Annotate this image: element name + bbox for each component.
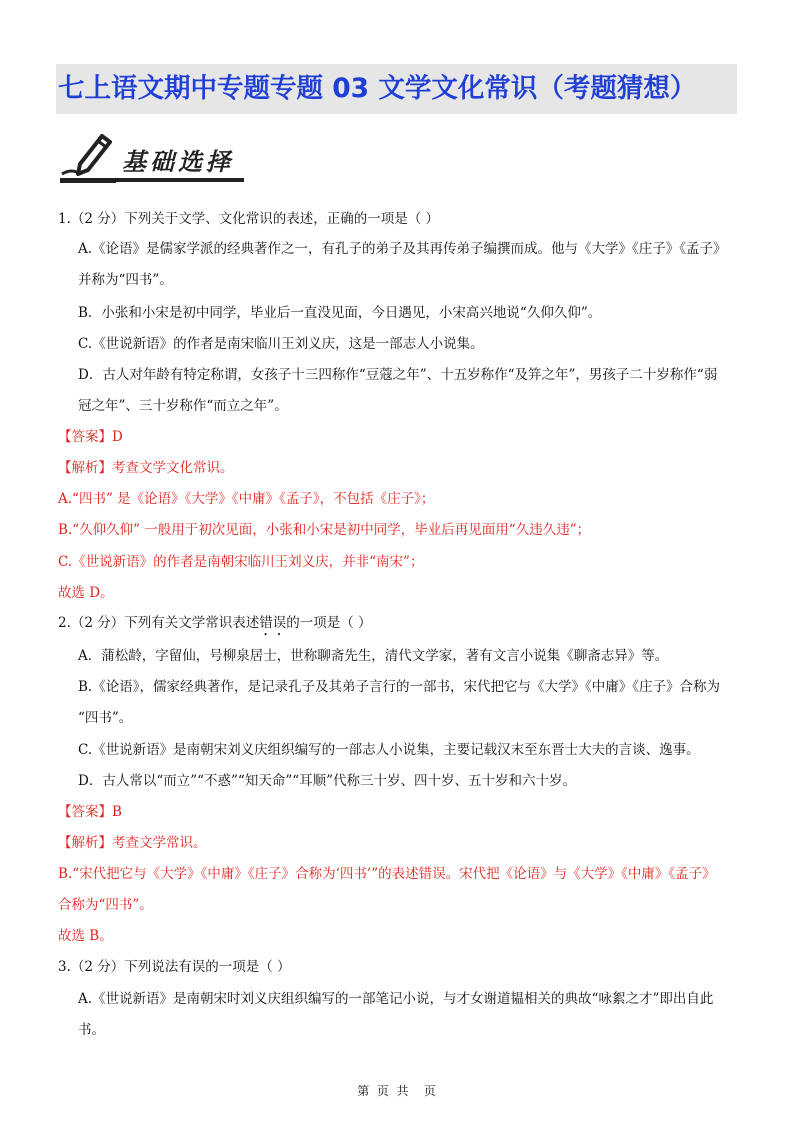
q2-answer: 【答案】B [58,804,122,820]
q2-stem-emphasis: 错误 [259,615,287,631]
question-3-stem: 3.（2 分）下列说法有误的一项是（ ） [58,959,291,975]
page-footer: 第 页 共 页 [357,1084,436,1098]
q2-explanation-line2: 合称为“四书”。 [58,897,153,913]
pen-icon [58,130,118,188]
q2-stem-post: 的一项是（ ） [286,615,372,631]
q1-option-c: C.《世说新语》的作者是南宋临川王刘义庆，这是一部志人小说集。 [78,336,484,352]
q1-explanation-b: B.“久仰久仰” 一般用于初次见面，小张和小宋是初中同学，毕业后再见面用“久违久违”； [58,522,591,538]
q3-option-a-line1: A.《世说新语》是南朝宋时刘义庆组织编写的一部笔记小说，与才女谢道韫相关的典故“咏絮之才”即出自此 [78,991,714,1007]
question-2-stem [58,614,372,639]
q1-option-d-line1: D．古人对年龄有特定称谓，女孩子十三四称作“豆蔻之年”、十五岁称作“及笄之年”，男孩子二十岁称作“弱 [78,367,718,383]
q2-analysis: 【解析】考查文学常识。 [58,835,207,851]
q1-option-a-line1: A.《论语》是儒家学派的经典著作之一，有孔子的弟子及其再传弟子编撰而成。他与《大学》《庄子》《孟子》 [78,241,727,257]
q1-explanation-a: A.“四书” 是《论语》《大学》《中庸》《孟子》，不包括《庄子》； [58,491,435,507]
q1-conclusion: 故选 D。 [58,585,114,601]
section-label: 基础选择 [122,147,234,176]
q1-option-b: B．小张和小宋是初中同学，毕业后一直没见面，今日遇见，小宋高兴地说“久仰久仰”。 [78,305,602,321]
q1-analysis: 【解析】考查文学文化常识。 [58,460,234,476]
question-1-stem: 1.（2 分）下列关于文学、文化常识的表述，正确的一项是（ ） [58,211,440,227]
q1-option-d-line2: 冠之年”、三十岁称作“而立之年”。 [78,398,288,414]
title-bar [56,64,737,114]
q2-option-a: A．蒲松龄，字留仙，号柳泉居士，世称聊斋先生，清代文学家，著有文言小说集《聊斋志异》等。 [78,648,669,664]
q2-conclusion: 故选 B。 [58,928,113,944]
section-badge [58,130,248,188]
q2-option-d: D．古人常以“而立”“不惑”“知天命”“耳顺”代称三十岁、四十岁、五十岁和六十岁。 [78,773,577,789]
q2-option-c: C.《世说新语》是南朝宋刘义庆组织编写的一部志人小说集，主要记载汉末至东晋士大夫的言谈、逸事。 [78,742,700,758]
q3-option-a-line2: 书。 [78,1022,105,1038]
q2-stem-pre: 2.（2 分）下列有关文学常识表述 [58,615,260,631]
q2-option-b-line1: B.《论语》，儒家经典著作，是记录孔子及其弟子言行的一部书，宋代把它与《大学》《中庸》《庄子》合称为 [78,679,720,695]
q1-explanation-c: C.《世说新语》的作者是南朝宋临川王刘义庆，并非“南宋”； [58,554,424,570]
page-title: 七上语文期中专题专题 03 文学文化常识（考题猜想） [58,73,697,104]
badge-underline [116,178,244,182]
q1-option-a-line2: 并称为“四书”。 [78,272,173,288]
q2-explanation-line1: B.“宋代把它与《大学》《中庸》《庄子》合称为‘四书’”的表述错误。宋代把《论语》与《大学》《中庸》《孟子》 [58,866,716,882]
q2-option-b-line2: “四书”。 [78,710,133,726]
q1-answer: 【答案】D [58,429,123,445]
